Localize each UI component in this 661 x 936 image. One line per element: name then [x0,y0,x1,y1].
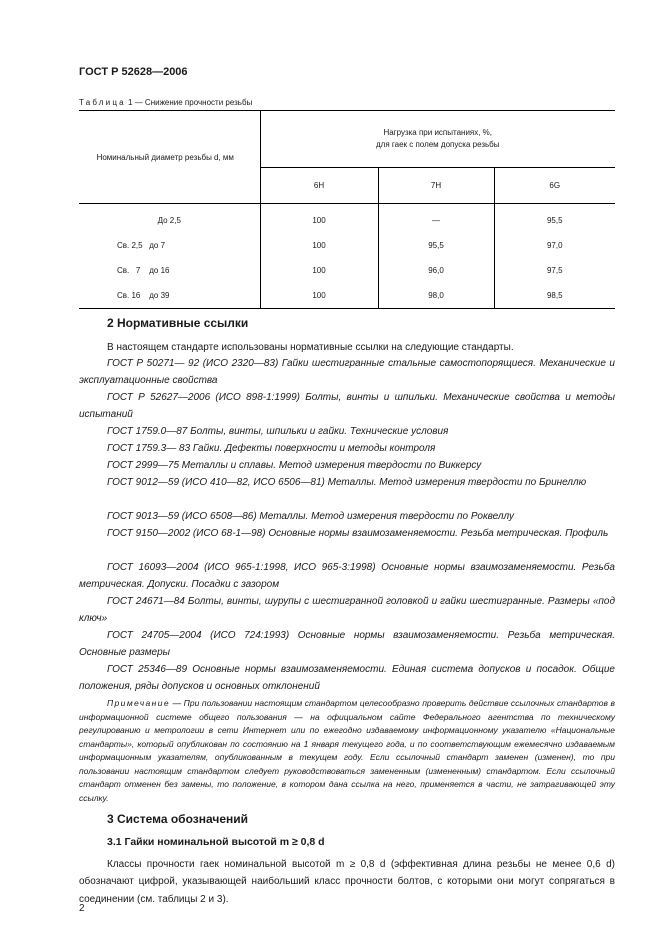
table-row [79,258,615,283]
table-row [79,204,615,234]
reference-item: ГОСТ 24671—84 Болты, винты, шурупы с шестигранной головкой и гайки шестигранные. Размеры «под ключ» [79,596,615,625]
note-label: Примечание [107,698,170,708]
diameter-cell: Св. 16 до 39 [79,283,260,309]
reference-item: ГОСТ 9150—2002 (ИСО 68-1—98) Основные нормы взаимозаменяемости. Резьба метрическая. Профиль [107,528,609,539]
value-cell: 98,5 [494,283,615,309]
table-caption-text: 1 — Снижение прочности резьбы [128,98,253,107]
value-cell: 100 [260,258,378,283]
value-cell: 97,5 [494,258,615,283]
value-cell: 100 [260,233,378,258]
document-code: ГОСТ Р 52628—2006 [79,66,188,78]
reference-item: ГОСТ 25346—89 Основные нормы взаимозаменяемости. Единая система допусков и посадок. Общие положения, ряды допусков и основных отклонений [79,664,615,693]
section-2-intro: В настоящем стандарте использованы нормативные ссылки на следующие стандарты. [107,342,514,353]
diameter-header: Номинальный диаметр резьбы d, мм [79,111,260,204]
value-cell: 97,0 [494,233,615,258]
value-cell: 100 [260,204,378,234]
value-cell: 100 [260,283,378,309]
tolerance-7h-header: 7H [378,168,494,204]
reference-item: ГОСТ 2999—75 Металлы и сплавы. Метод измерения твердости по Виккерсу [107,460,482,471]
value-cell: 95,5 [378,233,494,258]
table-caption-label: Таблица [79,98,126,107]
reference-item: ГОСТ 1759.3— 83 Гайки. Дефекты поверхности и методы контроля [107,443,436,454]
reference-item: ГОСТ 16093—2004 (ИСО 965-1:1998, ИСО 965-3:1998) Основные нормы взаимозаменяемости. Резьба метрическая. Допуски. Посадки с зазором [79,562,615,591]
note-block [79,697,615,805]
diameter-cell: Св. 2,5 до 7 [117,241,166,250]
value-cell: 96,0 [378,258,494,283]
reference-item: ГОСТ 1759.0—87 Болты, винты, шпильки и гайки. Технические условия [107,426,449,437]
value-cell: 98,0 [378,283,494,309]
value-cell: — [378,204,494,234]
table-caption [79,98,252,107]
note-text: — При пользовании настоящим стандартом целесообразно проверить действие ссылочных стандартов в информационной системе общего пользования — на официальном сайте Федерального агентства по техническому регулированию и метрологии в сети Интернет или по ежегодно издаваемому информационному указателю «Национальные стандарты», который опубликован по состоянию на 1 января текущего года, и по соответствующим ежемесячно издаваемым информационным указателям, опубликованным в текущем году. Если ссылочный стандарт заменен (изменен), то при пользовании настоящим стандартом следует руководствоваться замененным (измененным) стандартом. Если ссылочный стандарт отменен без замены, то положение, в котором дана ссылка на него, применяется в части, не затрагивающей эту ссылку. [79,698,615,803]
page-number: 2 [79,903,85,914]
section-3-title: 3 Система обозначений [107,812,248,826]
diameter-cell: До 2,5 [157,216,181,225]
thread-strength-table [79,110,615,309]
reference-item: ГОСТ Р 50271— 92 (ИСО 2320—83) Гайки шестигранные стальные самостопорящиеся. Механические и эксплуатационные свойства [79,358,615,387]
diameter-cell: Св. 7 до 16 [117,266,170,275]
reference-item: ГОСТ 9012—59 (ИСО 410—82, ИСО 6506—81) Металлы. Метод измерения твердости по Бринеллю [107,477,587,488]
tolerance-6g-header: 6G [494,168,615,204]
reference-item: ГОСТ 9013—59 (ИСО 6508—86) Металлы. Метод измерения твердости по Роквеллу [107,511,515,522]
section-3-paragraph: Классы прочности гаек номинальной высотой m ≥ 0,8 d (эффективная длина резьбы не менее 0,6 d) обозначают цифрой, указывающей наибольший класс прочности болтов, с которыми они могут сопрягаться в соединении (см. таблицы 2 и 3). [79,859,615,905]
load-header-line1: Нагрузка при испытаниях, %, [383,128,493,137]
section-2-title: 2 Нормативные ссылки [107,316,249,330]
subsection-3-1-title: 3.1 Гайки номинальной высотой m ≥ 0,8 d [107,836,325,848]
table-row [79,233,615,258]
load-header-line2: для гаек с полем допуска резьбы [375,140,500,149]
tolerance-6h-header: 6H [260,168,378,204]
reference-item: ГОСТ 24705—2004 (ИСО 724:1993) Основные нормы взаимозаменяемости. Резьба метрическая. Основные размеры [79,630,615,659]
load-header [260,111,615,168]
value-cell: 95,5 [494,204,615,234]
reference-item: ГОСТ Р 52627—2006 (ИСО 898-1:1999) Болты, винты и шпильки. Механические свойства и методы испытаний [79,392,615,421]
table-row [79,283,615,309]
